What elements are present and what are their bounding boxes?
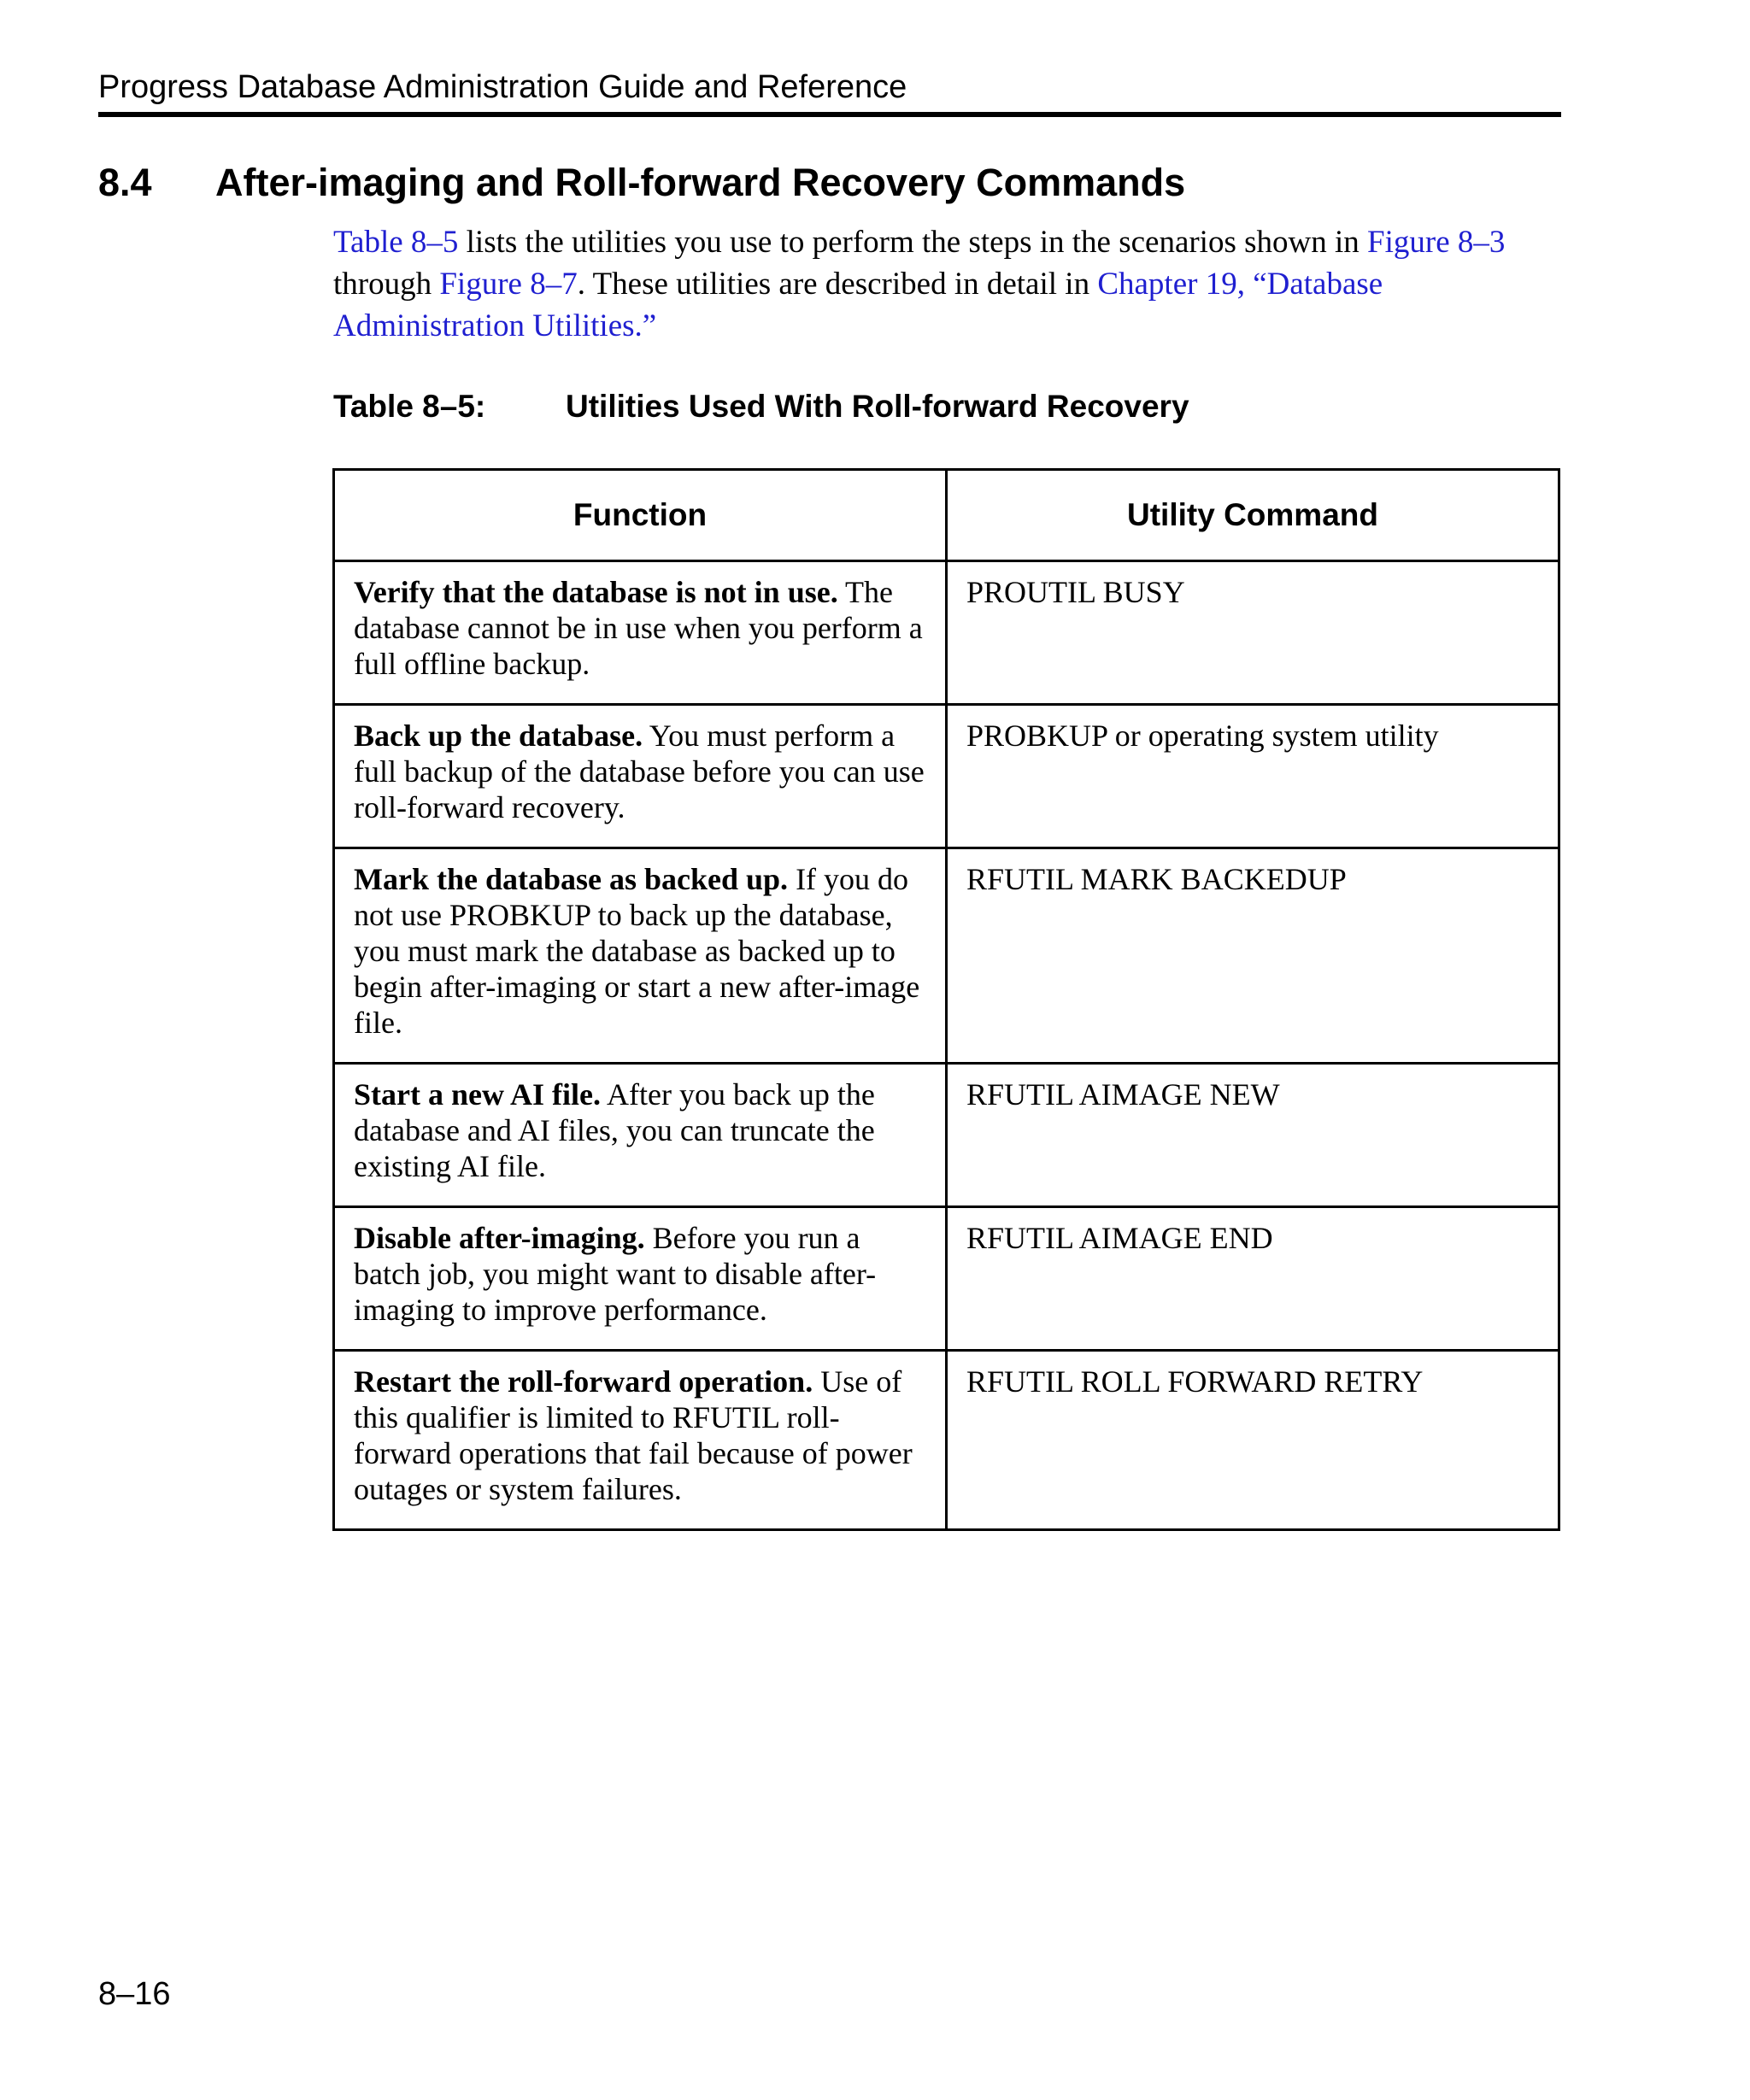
function-title: Restart the roll-forward operation. (354, 1364, 813, 1399)
command-cell: RFUTIL AIMAGE NEW (947, 1064, 1559, 1207)
table-caption-label: Table 8–5: (333, 389, 486, 424)
section-number: 8.4 (98, 161, 152, 204)
function-title: Back up the database. (354, 719, 643, 753)
function-title: Disable after-imaging. (354, 1221, 645, 1255)
table-header-row (334, 470, 1559, 561)
running-header: Progress Database Administration Guide and Reference (98, 69, 907, 105)
command-cell: RFUTIL AIMAGE END (947, 1207, 1559, 1351)
utilities-table (332, 468, 1560, 1531)
section-title: After-imaging and Roll-forward Recovery Commands (215, 161, 1186, 204)
function-cell (334, 1351, 947, 1530)
command-cell: RFUTIL ROLL FORWARD RETRY (947, 1351, 1559, 1530)
table-row (334, 705, 1559, 848)
function-cell (334, 1064, 947, 1207)
table-caption (333, 386, 1189, 427)
table-row (334, 1207, 1559, 1351)
header-utility-command: Utility Command (947, 470, 1559, 561)
intro-text-3: . These utilities are described in detail in (577, 267, 1098, 302)
page-number: 8–16 (98, 1976, 171, 2012)
command-cell: PROBKUP or operating system utility (947, 705, 1559, 848)
function-cell (334, 848, 947, 1064)
intro-text-2: through (333, 267, 440, 302)
link-table-8-5[interactable]: Table 8–5 (333, 225, 459, 260)
function-cell (334, 1207, 947, 1351)
table-row (334, 848, 1559, 1064)
function-cell (334, 561, 947, 705)
function-description: If you do not use PROBKUP to back up the database, you must mark the database as backed up to begin after-imaging or start a new after-image file. (354, 862, 920, 1040)
link-chapter-19[interactable]: Chapter 19, “Database Administration Utilities.” (333, 267, 1383, 343)
function-title: Verify that the database is not in use. (354, 575, 838, 609)
header-function: Function (334, 470, 947, 561)
link-figure-8-3[interactable]: Figure 8–3 (1367, 225, 1506, 260)
command-cell: PROUTIL BUSY (947, 561, 1559, 705)
function-description: Before you run a batch job, you might want to disable after-imaging to improve performance. (354, 1221, 877, 1327)
function-cell (334, 705, 947, 848)
intro-paragraph (333, 221, 1564, 347)
function-description: The database cannot be in use when you perform a full offline backup. (354, 575, 923, 681)
command-cell: RFUTIL MARK BACKEDUP (947, 848, 1559, 1064)
function-description: Use of this qualifier is limited to RFUTIL roll-forward operations that fail because of power outages or system failures. (354, 1364, 913, 1506)
function-title: Start a new AI file. (354, 1077, 601, 1112)
header-rule (98, 112, 1561, 117)
table-row (334, 561, 1559, 705)
section-heading (98, 158, 1185, 208)
function-title: Mark the database as backed up. (354, 862, 789, 896)
function-description: You must perform a full backup of the database before you can use roll-forward recovery. (354, 719, 925, 824)
function-description: After you back up the database and AI files, you can truncate the existing AI file. (354, 1077, 875, 1183)
table-caption-title: Utilities Used With Roll-forward Recovery (566, 389, 1189, 424)
table-row (334, 1064, 1559, 1207)
link-figure-8-7[interactable]: Figure 8–7 (439, 267, 578, 302)
table-row (334, 1351, 1559, 1530)
intro-text-1: lists the utilities you use to perform the steps in the scenarios shown in (458, 225, 1368, 260)
